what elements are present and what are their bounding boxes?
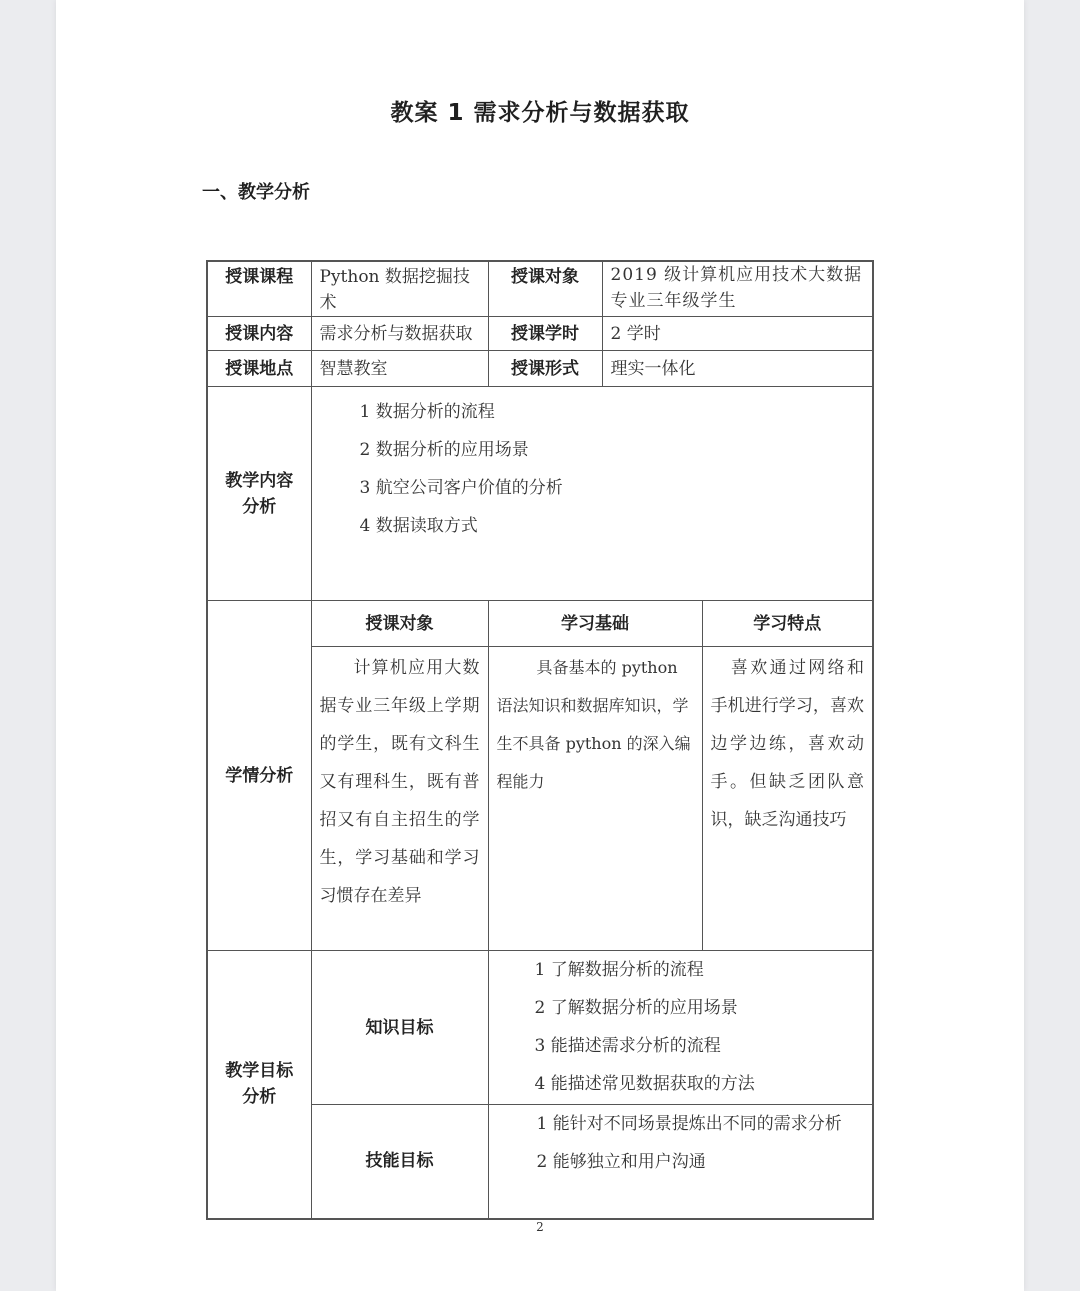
list-item: 3 航空公司客户价值的分析 bbox=[359, 478, 563, 498]
skill-item: 1 能针对不同场景提炼出不同的需求分析 bbox=[536, 1114, 842, 1134]
table-row bbox=[207, 951, 873, 1105]
list-item: 1 数据分析的流程 bbox=[359, 402, 495, 422]
learner-header-foundation: 学习基础 bbox=[488, 601, 702, 647]
course-label: 授课课程 bbox=[207, 261, 311, 317]
knowledge-label: 知识目标 bbox=[311, 951, 488, 1105]
learner-traits-cell bbox=[702, 647, 873, 951]
learner-traits-text: 喜欢通过网络和手机进行学习，喜欢边学边练，喜欢动手。但缺乏团队意识，缺乏沟通技巧 bbox=[710, 658, 865, 830]
learner-audience-cell bbox=[311, 647, 488, 951]
knowledge-cell bbox=[488, 951, 873, 1105]
table-row bbox=[207, 261, 873, 317]
list-item: 4 能描述常见数据获取的方法 bbox=[534, 1074, 755, 1094]
list-item: 4 数据读取方式 bbox=[359, 516, 478, 536]
content-analysis-label: 教学内容分析 bbox=[207, 387, 311, 601]
document-title: 教案 1 需求分析与数据获取 bbox=[390, 100, 690, 126]
learner-foundation-cell bbox=[488, 647, 702, 951]
skill-label: 技能目标 bbox=[311, 1105, 488, 1219]
hours-value: 2 学时 bbox=[602, 317, 873, 351]
document-page bbox=[56, 0, 1024, 1291]
table-row bbox=[207, 317, 873, 351]
list-item: 2 了解数据分析的应用场景 bbox=[534, 998, 738, 1018]
table-row bbox=[207, 601, 873, 647]
section-heading: 一、教学分析 bbox=[202, 182, 310, 203]
location-value: 智慧教室 bbox=[311, 351, 488, 387]
location-label: 授课地点 bbox=[207, 351, 311, 387]
list-item: 2 数据分析的应用场景 bbox=[359, 440, 529, 460]
learner-analysis-label: 学情分析 bbox=[207, 601, 311, 951]
learner-header-traits: 学习特点 bbox=[702, 601, 873, 647]
learner-foundation-text: 具备基本的 python 语法知识和数据库知识，学生不具备 python 的深入编程能力 bbox=[496, 658, 691, 791]
learner-audience-text: 计算机应用大数据专业三年级上学期的学生，既有文科生又有理科生，既有普招又有自主招生的学生，学习基础和学习习惯存在差异 bbox=[319, 658, 480, 906]
audience-value: 2019 级计算机应用技术大数据专业三年级学生 bbox=[602, 261, 873, 317]
page-number: 2 bbox=[536, 1220, 544, 1234]
list-item: 3 能描述需求分析的流程 bbox=[534, 1036, 721, 1056]
content-value: 需求分析与数据获取 bbox=[311, 317, 488, 351]
format-label: 授课形式 bbox=[488, 351, 602, 387]
list-item: 1 了解数据分析的流程 bbox=[534, 960, 704, 980]
table-row bbox=[207, 387, 873, 601]
hours-label: 授课学时 bbox=[488, 317, 602, 351]
knowledge-list bbox=[497, 951, 865, 1103]
content-analysis-list bbox=[320, 387, 865, 545]
audience-label: 授课对象 bbox=[488, 261, 602, 317]
skill-item: 2 能够独立和用户沟通 bbox=[536, 1152, 706, 1172]
skill-cell bbox=[488, 1105, 873, 1219]
lesson-plan-table bbox=[206, 260, 874, 1220]
table-row bbox=[207, 351, 873, 387]
objectives-label: 教学目标分析 bbox=[207, 951, 311, 1219]
content-label: 授课内容 bbox=[207, 317, 311, 351]
learner-header-audience: 授课对象 bbox=[311, 601, 488, 647]
content-analysis-cell bbox=[311, 387, 873, 601]
format-value: 理实一体化 bbox=[602, 351, 873, 387]
course-value: Python 数据挖掘技术 bbox=[311, 261, 488, 317]
